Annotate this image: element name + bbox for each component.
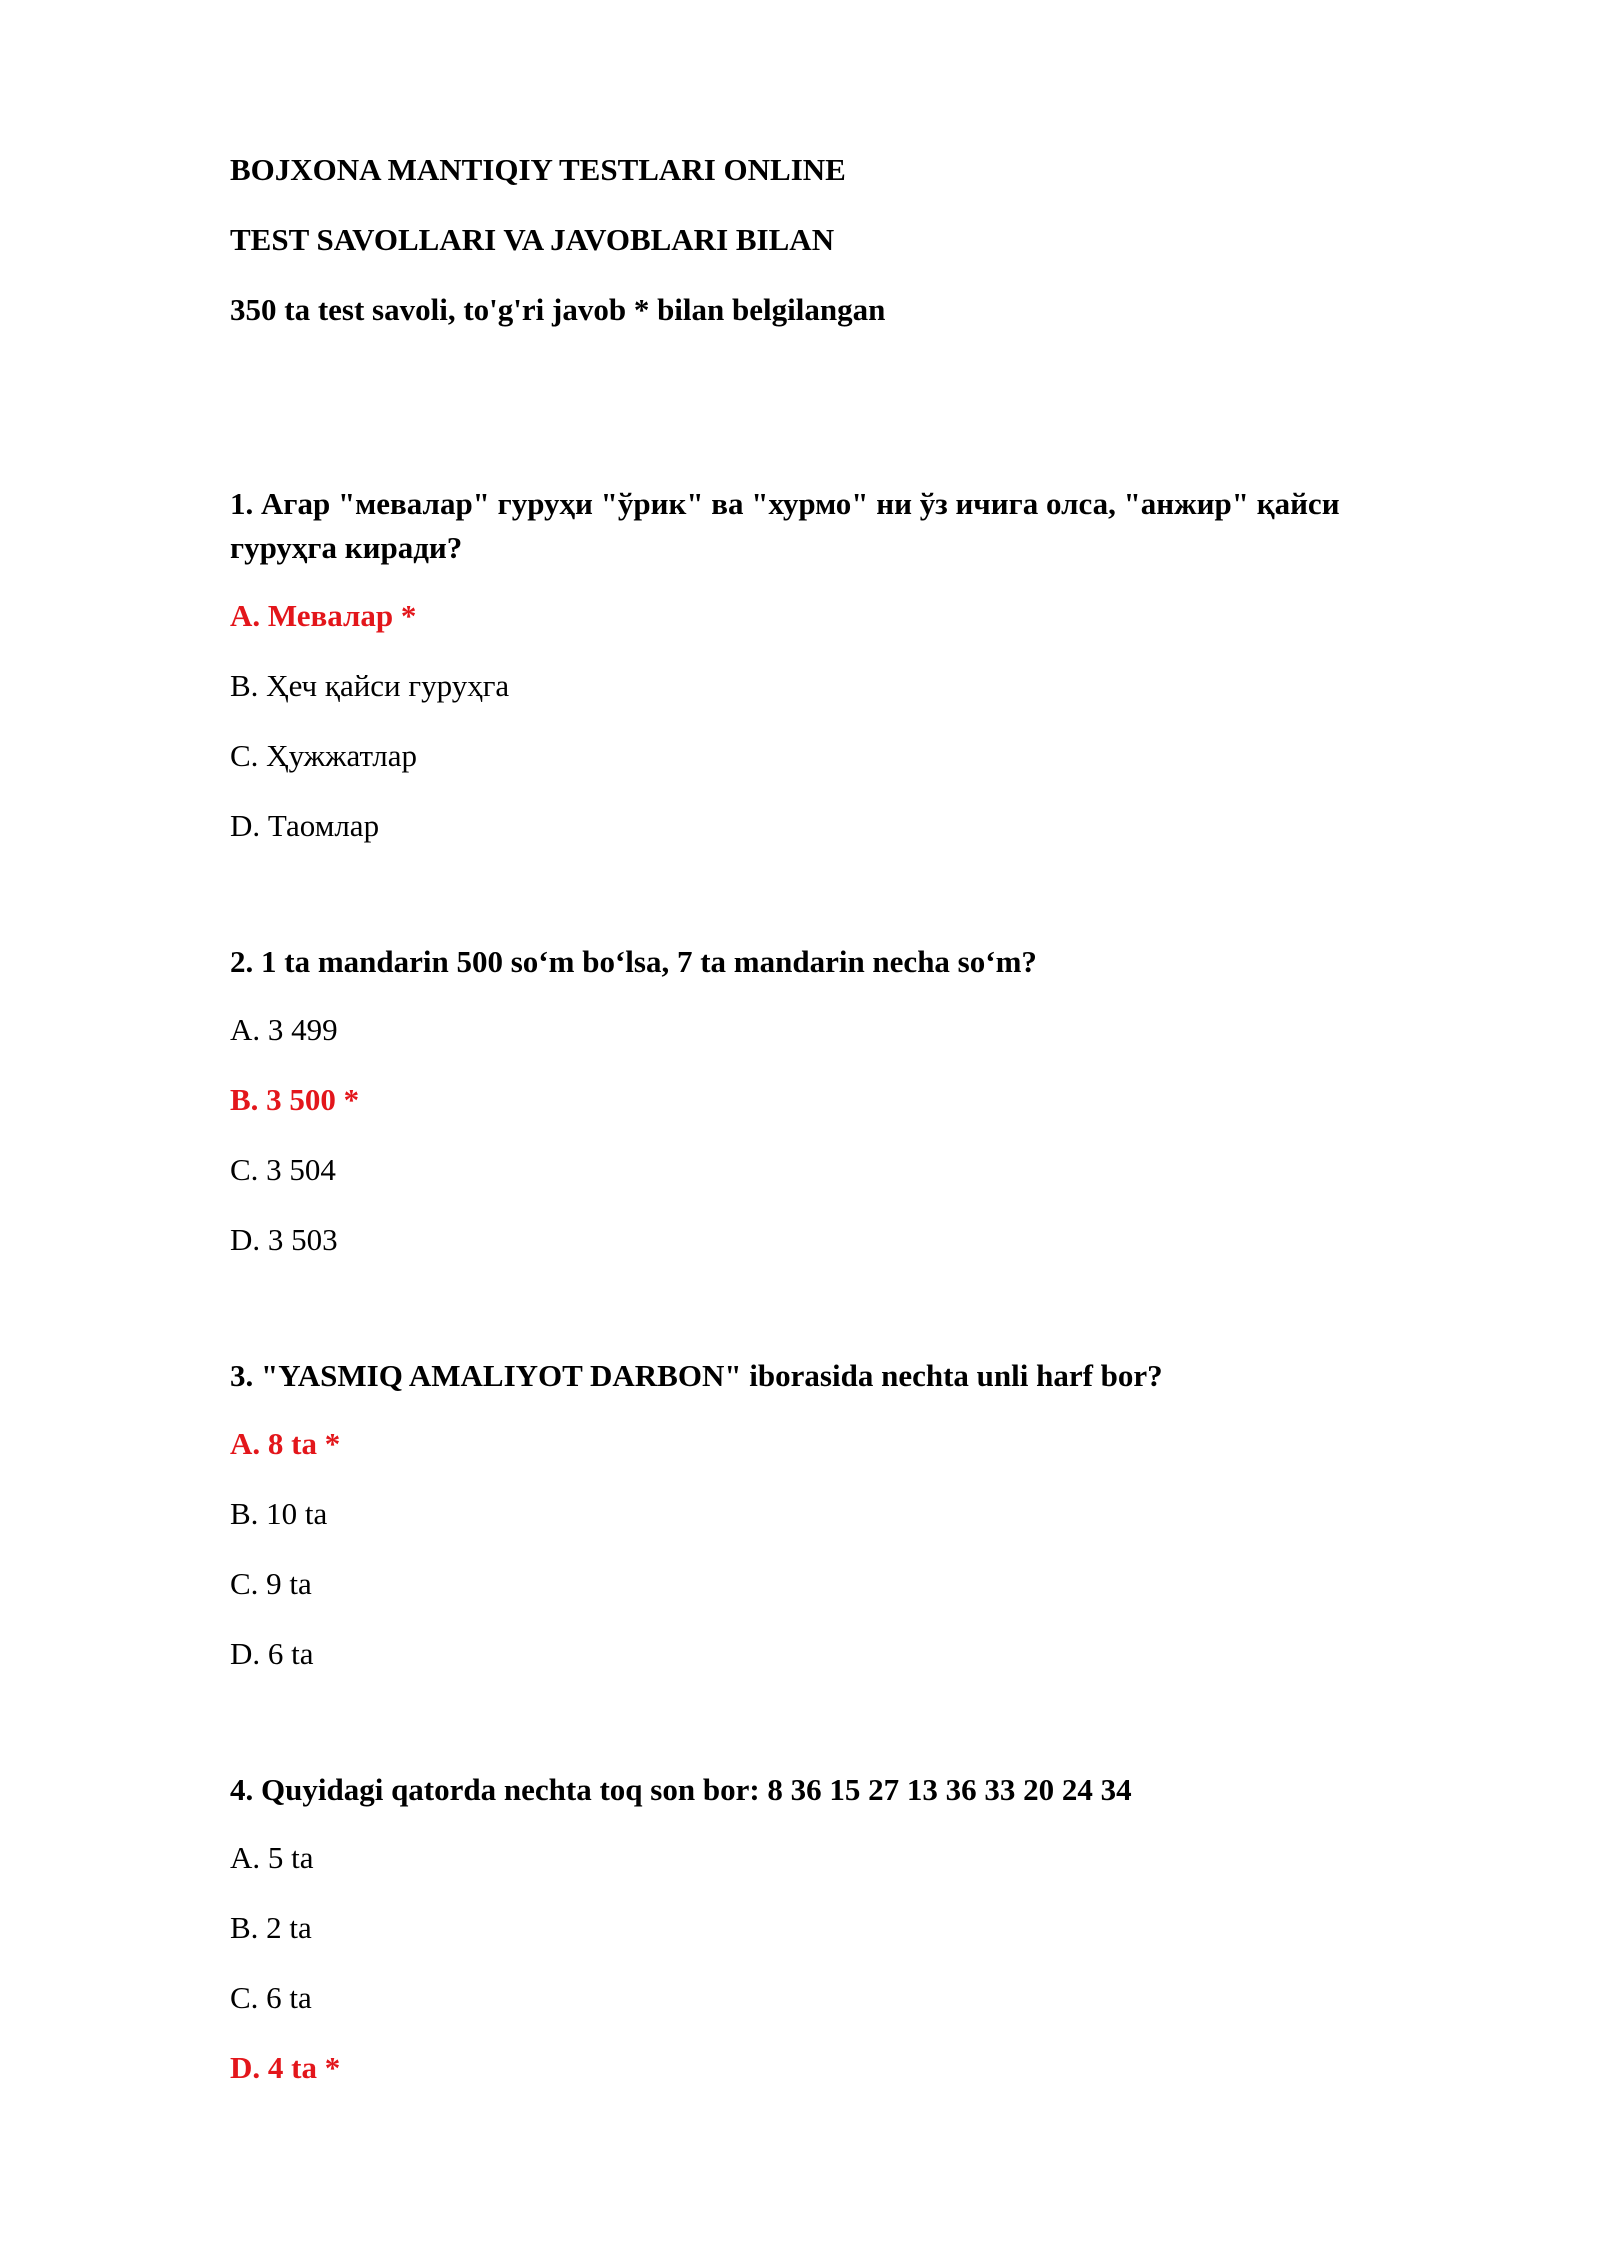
document-page xyxy=(230,150,1430,2088)
answer-option: A. 3 499 xyxy=(230,1012,338,1047)
answer-option: B. 10 ta xyxy=(230,1496,328,1531)
answer-option-correct: A. 8 ta * xyxy=(230,1426,341,1461)
question-text: 3. "YASMIQ AMALIYOT DARBON" iborasida nechta unli harf bor? xyxy=(230,1358,1163,1393)
question-text: 1. Агар "мевалар" гуруҳи "ўрик" ва "хурмо" ни ўз ичига олса, "анжир" қайси гуруҳга киради? xyxy=(230,486,1340,565)
question-block xyxy=(230,1768,1430,2088)
header-note: 350 ta test savoli, to'g'ri javob * bilan belgilangan xyxy=(230,292,886,327)
question-block xyxy=(230,482,1430,846)
question-block xyxy=(230,1354,1430,1674)
answer-option: A. 5 ta xyxy=(230,1840,314,1875)
answer-option: D. Таомлар xyxy=(230,808,380,843)
answer-option: B. Ҳеч қайси гуруҳга xyxy=(230,668,510,703)
answer-option-correct: A. Мевалар * xyxy=(230,598,417,633)
answer-option: C. 6 ta xyxy=(230,1980,312,2015)
answer-option: D. 3 503 xyxy=(230,1222,338,1257)
answer-option-correct: B. 3 500 * xyxy=(230,1082,360,1117)
header-subtitle: TEST SAVOLLARI VA JAVOBLARI BILAN xyxy=(230,222,835,257)
header-title: BOJXONA MANTIQIY TESTLARI ONLINE xyxy=(230,152,846,187)
answer-option: C. Ҳужжатлар xyxy=(230,738,417,773)
question-text: 2. 1 ta mandarin 500 so‘m bo‘lsa, 7 ta mandarin necha so‘m? xyxy=(230,944,1037,979)
answer-option: C. 3 504 xyxy=(230,1152,336,1187)
answer-option: B. 2 ta xyxy=(230,1910,312,1945)
question-block xyxy=(230,940,1430,1260)
answer-option: C. 9 ta xyxy=(230,1566,312,1601)
document-header xyxy=(230,150,1430,330)
answer-option-correct: D. 4 ta * xyxy=(230,2050,341,2085)
answer-option: D. 6 ta xyxy=(230,1636,314,1671)
question-text: 4. Quyidagi qatorda nechta toq son bor: 8 36 15 27 13 36 33 20 24 34 xyxy=(230,1772,1132,1807)
